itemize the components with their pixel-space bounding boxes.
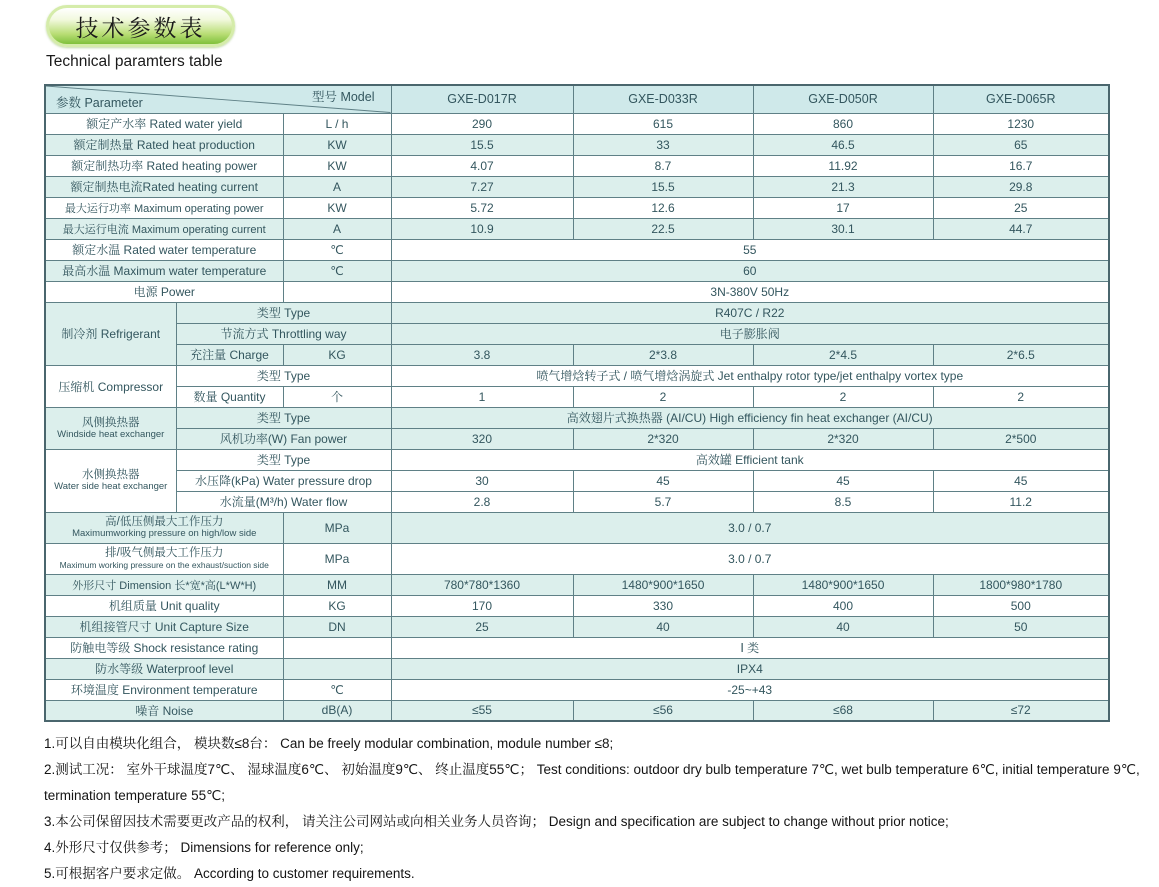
value-cell: ≤68 — [753, 700, 933, 721]
value-cell: 50 — [933, 616, 1109, 637]
span-value-cell: 高效翅片式换热器 (AI/CU) High efficiency fin heat exchanger (AI/CU) — [391, 407, 1109, 428]
param-label-cell: 防触电等级 Shock resistance rating — [45, 637, 283, 658]
param-label-cell: 最大运行电流 Maximum operating current — [45, 218, 283, 239]
value-cell: 2 — [573, 386, 753, 407]
unit-cell — [283, 658, 391, 679]
value-cell: 11.92 — [753, 155, 933, 176]
table-row — [45, 470, 1109, 491]
value-cell: 44.7 — [933, 218, 1109, 239]
param-label-cell: 噪音 Noise — [45, 700, 283, 721]
value-cell: 1480*900*1650 — [573, 574, 753, 595]
model-axis-label: 型号 Model — [311, 90, 375, 104]
table-row — [45, 239, 1109, 260]
param-label-cell: 水流量(M³/h) Water flow — [176, 491, 391, 512]
span-value-cell: -25~+43 — [391, 679, 1109, 700]
table-row — [45, 344, 1109, 365]
value-cell: 290 — [391, 113, 573, 134]
footnotes — [44, 731, 1157, 887]
unit-cell — [283, 637, 391, 658]
model-header: GXE-D033R — [573, 85, 753, 113]
value-cell: 45 — [933, 470, 1109, 491]
value-cell: 30.1 — [753, 218, 933, 239]
span-value-cell: 60 — [391, 260, 1109, 281]
table-row — [45, 512, 1109, 543]
page-subtitle: Technical paramters table — [46, 53, 223, 70]
unit-cell: KG — [283, 595, 391, 616]
param-label-cell: 类型 Type — [176, 449, 391, 470]
param-label-cell: 防水等级 Waterproof level — [45, 658, 283, 679]
param-label-cell: 额定制热电流Rated heating current — [45, 176, 283, 197]
param-label-cell: 环境温度 Environment temperature — [45, 679, 283, 700]
unit-cell: MM — [283, 574, 391, 595]
value-cell: 2*500 — [933, 428, 1109, 449]
model-header: GXE-D017R — [391, 85, 573, 113]
table-row — [45, 449, 1109, 470]
table-row — [45, 113, 1109, 134]
table-row — [45, 197, 1109, 218]
model-header: GXE-D050R — [753, 85, 933, 113]
value-cell: 1480*900*1650 — [753, 574, 933, 595]
unit-cell: MPa — [283, 543, 391, 574]
table-row — [45, 260, 1109, 281]
param-label-cell: 类型 Type — [176, 407, 391, 428]
value-cell: 2 — [933, 386, 1109, 407]
table-row — [45, 281, 1109, 302]
param-label-cell: 充注量 Charge — [176, 344, 283, 365]
value-cell: 17 — [753, 197, 933, 218]
table-row — [45, 323, 1109, 344]
footnote-2: 2.测试工况： 室外干球温度7℃、 湿球温度6℃、 初始温度9℃、 终止温度55℃； Test conditions: outdoor dry bulb temperature 7℃, wet bulb temperature 6℃, initial temperature 9℃, termination temperature 55℃; — [44, 762, 1140, 803]
value-cell: 4.07 — [391, 155, 573, 176]
param-label-cell: 类型 Type — [176, 365, 391, 386]
value-cell: 15.5 — [573, 176, 753, 197]
unit-cell: A — [283, 176, 391, 197]
value-cell: 170 — [391, 595, 573, 616]
unit-cell: ℃ — [283, 260, 391, 281]
value-cell: 2*4.5 — [753, 344, 933, 365]
value-cell: 8.7 — [573, 155, 753, 176]
value-cell: 45 — [573, 470, 753, 491]
unit-cell: L / h — [283, 113, 391, 134]
unit-cell: dB(A) — [283, 700, 391, 721]
table-row — [45, 700, 1109, 721]
value-cell: 8.5 — [753, 491, 933, 512]
table-row — [45, 155, 1109, 176]
footnote-5: 5.可根据客户要求定做。 According to customer requirements. — [44, 866, 415, 881]
unit-cell: ℃ — [283, 679, 391, 700]
model-header: GXE-D065R — [933, 85, 1109, 113]
table-row — [45, 543, 1109, 574]
value-cell: 12.6 — [573, 197, 753, 218]
value-cell: 3.8 — [391, 344, 573, 365]
param-label-cell: 外形尺寸 Dimension 长*宽*高(L*W*H) — [45, 574, 283, 595]
spec-table — [44, 84, 1110, 722]
value-cell: 46.5 — [753, 134, 933, 155]
span-value-cell: 喷气增焓转子式 / 喷气增焓涡旋式 Jet enthalpy rotor type/jet enthalpy vortex type — [391, 365, 1109, 386]
value-cell: 21.3 — [753, 176, 933, 197]
value-cell: 1230 — [933, 113, 1109, 134]
value-cell: ≤56 — [573, 700, 753, 721]
value-cell: 5.72 — [391, 197, 573, 218]
param-label-cell: 额定制热功率 Rated heating power — [45, 155, 283, 176]
value-cell: 29.8 — [933, 176, 1109, 197]
table-row — [45, 386, 1109, 407]
value-cell: 1800*980*1780 — [933, 574, 1109, 595]
value-cell: 7.27 — [391, 176, 573, 197]
value-cell: 40 — [753, 616, 933, 637]
param-label-cell: 机组接管尺寸 Unit Capture Size — [45, 616, 283, 637]
value-cell: 2*320 — [753, 428, 933, 449]
value-cell: 16.7 — [933, 155, 1109, 176]
param-label-cell: 数量 Quantity — [176, 386, 283, 407]
table-row — [45, 134, 1109, 155]
unit-cell: 个 — [283, 386, 391, 407]
value-cell: 25 — [933, 197, 1109, 218]
table-row — [45, 407, 1109, 428]
unit-cell: A — [283, 218, 391, 239]
value-cell: 65 — [933, 134, 1109, 155]
table-row — [45, 428, 1109, 449]
value-cell: 30 — [391, 470, 573, 491]
unit-cell: KW — [283, 155, 391, 176]
value-cell: 320 — [391, 428, 573, 449]
value-cell: 2*6.5 — [933, 344, 1109, 365]
table-row — [45, 595, 1109, 616]
value-cell: 25 — [391, 616, 573, 637]
span-value-cell: 电子膨胀阀 — [391, 323, 1109, 344]
footnote-1: 1.可以自由模块化组合， 模块数≤8台： Can be freely modular combination, module number ≤8; — [44, 736, 614, 751]
span-value-cell: R407C / R22 — [391, 302, 1109, 323]
title-badge — [46, 5, 235, 47]
param-label-cell: 节流方式 Throttling way — [176, 323, 391, 344]
unit-cell: KW — [283, 134, 391, 155]
value-cell: 11.2 — [933, 491, 1109, 512]
span-value-cell: 3N-380V 50Hz — [391, 281, 1109, 302]
param-label-cell: 高/低压侧最大工作压力 Maximumworking pressure on high/low side — [45, 512, 283, 543]
unit-cell: ℃ — [283, 239, 391, 260]
value-cell: 15.5 — [391, 134, 573, 155]
unit-cell: KG — [283, 344, 391, 365]
footnote-3: 3.本公司保留因技术需要更改产品的权利， 请关注公司网站或向相关业务人员咨询； Design and specification are subject to change without prior notice; — [44, 814, 949, 829]
param-label-cell: 最大运行功率 Maximum operating power — [45, 197, 283, 218]
param-label-cell: 额定制热量 Rated heat production — [45, 134, 283, 155]
value-cell: 2 — [753, 386, 933, 407]
table-row — [45, 637, 1109, 658]
group-label-cell: 水侧换热器 Water side heat exchanger — [45, 449, 176, 512]
param-label-cell: 机组质量 Unit quality — [45, 595, 283, 616]
span-value-cell: IPX4 — [391, 658, 1109, 679]
value-cell: 10.9 — [391, 218, 573, 239]
value-cell: 2.8 — [391, 491, 573, 512]
value-cell: 45 — [753, 470, 933, 491]
param-label-cell: 额定水温 Rated water temperature — [45, 239, 283, 260]
value-cell: 22.5 — [573, 218, 753, 239]
span-value-cell: 高效罐 Efficient tank — [391, 449, 1109, 470]
spec-table-body — [45, 85, 1109, 721]
value-cell: 615 — [573, 113, 753, 134]
value-cell: 2*3.8 — [573, 344, 753, 365]
group-label-cell: 压缩机 Compressor — [45, 365, 176, 407]
param-axis-label: 参数 Parameter — [56, 95, 143, 110]
value-cell: 5.7 — [573, 491, 753, 512]
page-title: 技术参数表 — [75, 14, 206, 41]
param-label-cell: 排/吸气侧最大工作压力 Maximum working pressure on the exhaust/suction side — [45, 543, 283, 574]
table-row — [45, 679, 1109, 700]
table-row — [45, 365, 1109, 386]
table-row — [45, 616, 1109, 637]
param-label-cell: 额定产水率 Rated water yield — [45, 113, 283, 134]
span-value-cell: Ⅰ 类 — [391, 637, 1109, 658]
value-cell: 1 — [391, 386, 573, 407]
table-row — [45, 218, 1109, 239]
value-cell: 33 — [573, 134, 753, 155]
value-cell: 780*780*1360 — [391, 574, 573, 595]
group-label-cell: 风侧换热器 Windside heat exchanger — [45, 407, 176, 449]
unit-cell: KW — [283, 197, 391, 218]
value-cell: ≤55 — [391, 700, 573, 721]
value-cell: 400 — [753, 595, 933, 616]
value-cell: 40 — [573, 616, 753, 637]
value-cell: ≤72 — [933, 700, 1109, 721]
span-value-cell: 3.0 / 0.7 — [391, 512, 1109, 543]
unit-cell: MPa — [283, 512, 391, 543]
unit-cell — [283, 281, 391, 302]
param-label-cell: 风机功率(W) Fan power — [176, 428, 391, 449]
table-row — [45, 491, 1109, 512]
span-value-cell: 3.0 / 0.7 — [391, 543, 1109, 574]
footnote-4: 4.外形尺寸仅供参考； Dimensions for reference only; — [44, 840, 364, 855]
table-row — [45, 658, 1109, 679]
group-label-cell: 制冷剂 Refrigerant — [45, 302, 176, 365]
value-cell: 330 — [573, 595, 753, 616]
table-row — [45, 574, 1109, 595]
span-value-cell: 55 — [391, 239, 1109, 260]
param-label-cell: 类型 Type — [176, 302, 391, 323]
value-cell: 860 — [753, 113, 933, 134]
param-label-cell: 最高水温 Maximum water temperature — [45, 260, 283, 281]
unit-cell: DN — [283, 616, 391, 637]
table-corner-cell — [45, 85, 391, 113]
table-row — [45, 302, 1109, 323]
value-cell: 500 — [933, 595, 1109, 616]
value-cell: 2*320 — [573, 428, 753, 449]
param-label-cell: 电源 Power — [45, 281, 283, 302]
table-row — [45, 176, 1109, 197]
param-label-cell: 水压降(kPa) Water pressure drop — [176, 470, 391, 491]
